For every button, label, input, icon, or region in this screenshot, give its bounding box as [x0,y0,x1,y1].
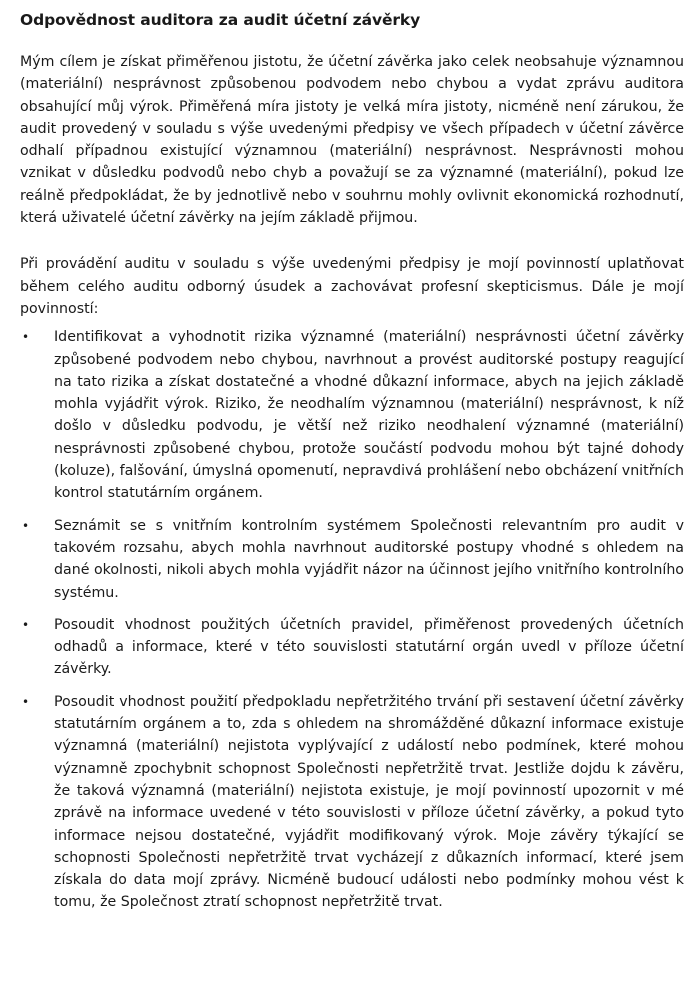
list-item-text: Seznámit se s vnitřním kontrolním systémem Společnosti relevantním pro audit v takovém rozsahu, abych mohla navrhnout auditorské postupy vhodné s ohledem na dané okolnosti, nikoli abych mohla vyjádřit názor na účinnost jejího vnitřního kontrolního systému. [54,517,684,601]
bullet-icon: • [22,617,30,632]
list-item [20,691,684,914]
paragraph-duties-intro: Při provádění auditu v souladu s výše uvedenými předpisy je mojí povinností uplatňovat během celého auditu odborný úsudek a zachovávat profesní skepticismus. Dále je mojí povinností: [20,256,684,317]
paragraph-objective: Mým cílem je získat přiměřenou jistotu, že účetní závěrka jako celek neobsahuje významnou (materiální) nesprávnost způsobenou podvodem nebo chybou a vydat zprávu auditora obsahující můj výrok. Přiměřená míra jistoty je velká míra jistoty, nicméně není zárukou, že audit provedený v souladu s výše uvedenými předpisy ve všech případech v účetní závěrce odhalí případnou existující významnou (materiální) nesprávnost. Nesprávnosti mohou vznikat v důsledku podvodů nebo chyb a považují se za významné (materiální), pokud lze reálně předpokládat, že by jednotlivě nebo v souhrnu mohly ovlivnit ekonomická rozhodnutí, která uživatelé účetní závěrky na jejím základě přijmou. [20,54,684,227]
bullet-icon: • [22,330,30,345]
list-item [20,515,684,604]
list-item-text: Posoudit vhodnost použití předpokladu nepřetržitého trvání při sestavení účetní závěrky statutárním orgánem a to, zda s ohledem na shromážděné důkazní informace existuje významná (materiální) nejistota vyplývající z událostí nebo podmínek, které mohou významně zpochybnit schopnost Společnosti nepřetržitě trvat. Jestliže dojdu k závěru, že taková významná (materiální) nejistota existuje, je mojí povinností upozornit v mé zprávě na informace uvedené v této souvislosti v příloze účetní závěrky, a pokud tyto informace nejsou dostatečné, vyjádřit modifikovaný výrok. Moje závěry týkající se schopnosti Společnosti nepřetržitě trvat vycházejí z důkazních informací, které jsem získala do data mojí zprávy. Nicméně budoucí události nebo podmínky mohou vést k tomu, že Společnost ztratí schopnost nepřetržitě trvat. [54,693,684,911]
section-heading: Odpovědnost auditora za audit účetní závěrky [20,11,421,29]
list-item-text: Identifikovat a vyhodnotit rizika významné (materiální) nesprávnosti účetní závěrky způsobené podvodem nebo chybou, navrhnout a provést auditorské postupy reagující na tato rizika a získat dostatečné a vhodné důkazní informace, abych na jejich základě mohla vyjádřit výrok. Riziko, že neodhalím významnou (materiální) nesprávnost, k níž došlo v důsledku podvodu, je větší než riziko neodhalení významné (materiální) nesprávnosti způsobené chybou, protože součástí podvodu mohou být tajné dohody (koluze), falšování, úmyslná opomenutí, nepravdivá prohlášení nebo obcházení vnitřních kontrol statutárním orgánem. [54,329,684,502]
list-item-text: Posoudit vhodnost použitých účetních pravidel, přiměřenost provedených účetních odhadů a informace, které v této souvislosti statutární orgán uvedl v příloze účetní závěrky. [54,616,684,678]
bullet-icon: • [22,518,30,533]
list-item [20,326,684,504]
bullet-icon: • [22,694,30,709]
list-item [20,614,684,681]
duties-list [20,326,684,913]
